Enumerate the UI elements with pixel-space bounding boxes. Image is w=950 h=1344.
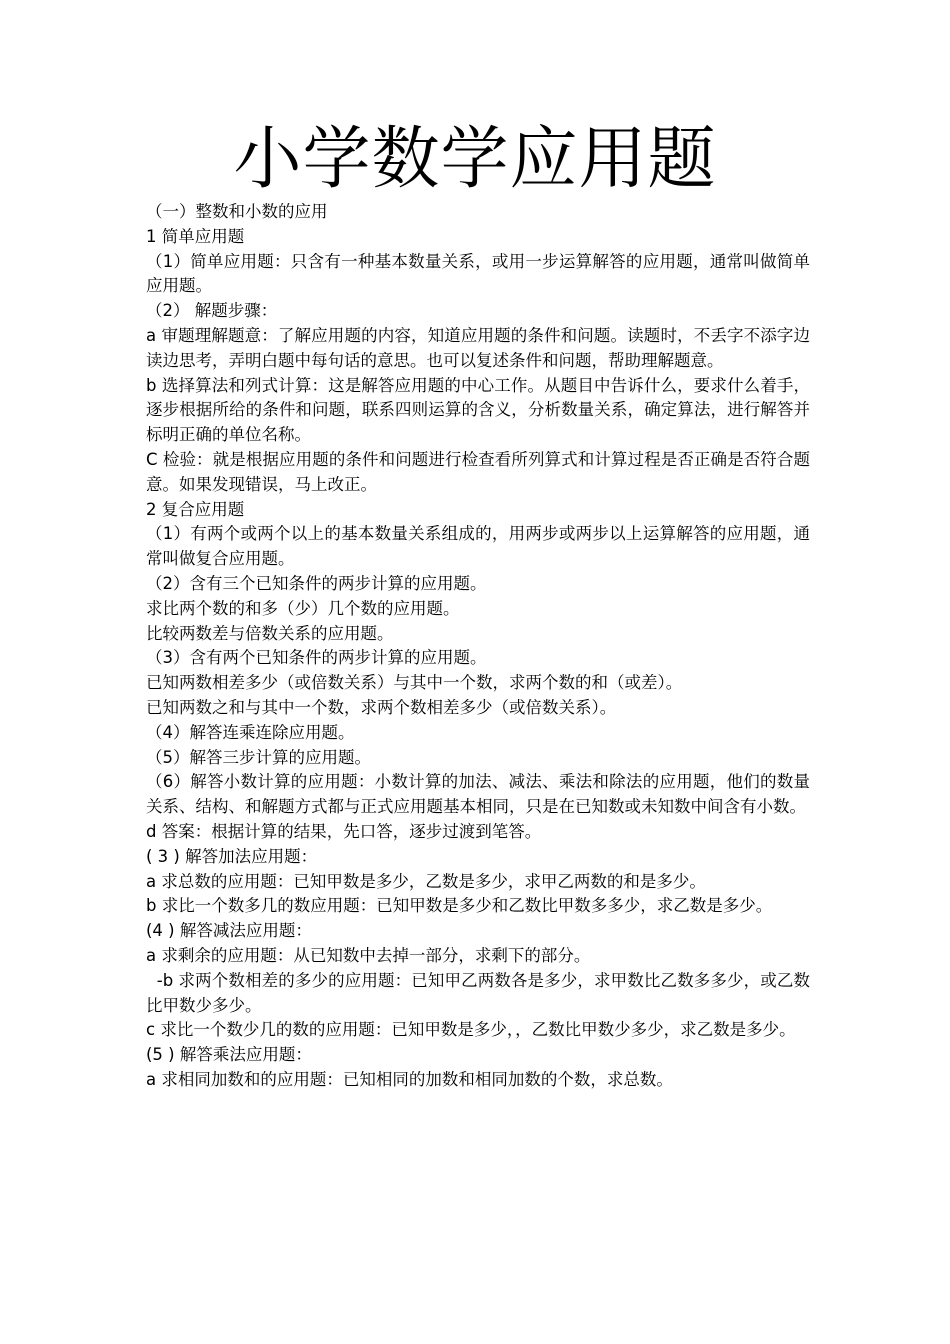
paragraph: 已知两数之和与其中一个数，求两个数相差多少（或倍数关系）。 bbox=[146, 697, 617, 717]
section-heading: （一）整数和小数的应用 bbox=[146, 202, 328, 221]
paragraph: (5 ) 解答乘法应用题： bbox=[146, 1045, 312, 1065]
paragraph: 已知两数相差多少（或倍数关系）与其中一个数，求两个数的和（或差）。 bbox=[146, 673, 683, 693]
paragraph: （3）含有两个已知条件的两步计算的应用题。 bbox=[146, 648, 487, 668]
paragraph: （5）解答三步计算的应用题。 bbox=[146, 747, 371, 767]
paragraph: （1）有两个或两个以上的基本数量关系组成的，用两步或两步以上运算解答的应用题，通常叫做复合应用题。 bbox=[146, 524, 810, 569]
paragraph: （4）解答连乘连除应用题。 bbox=[146, 722, 355, 742]
paragraph: a 求相同加数和的应用题：已知相同的加数和相同加数的个数，求总数。 bbox=[146, 1069, 673, 1089]
paragraph: （2） 解题步骤： bbox=[146, 301, 278, 321]
subsection-heading: 1 简单应用题 bbox=[146, 226, 245, 246]
document-title: 小学数学应用题 bbox=[233, 120, 717, 199]
paragraph: a 求总数的应用题：已知甲数是多少，乙数是多少，求甲乙两数的和是多少。 bbox=[146, 871, 706, 891]
paragraph: (4 ) 解答减法应用题： bbox=[146, 921, 312, 941]
paragraph: （2）含有三个已知条件的两步计算的应用题。 bbox=[146, 573, 487, 593]
paragraph: -b 求两个数相差的多少的应用题：已知甲乙两数各是多少，求甲数比乙数多多少，或乙数比甲数少多少。 bbox=[146, 970, 810, 1015]
paragraph: a 审题理解题意：了解应用题的内容，知道应用题的条件和问题。读题时，不丢字不添字边读边思考，弄明白题中每句话的意思。也可以复述条件和问题，帮助理解题意。 bbox=[146, 325, 810, 370]
paragraph: a 求剩余的应用题：从已知数中去掉一部分，求剩下的部分。 bbox=[146, 945, 591, 965]
paragraph: b 求比一个数多几的数应用题：已知甲数是多少和乙数比甲数多多少，求乙数是多少。 bbox=[146, 896, 773, 916]
paragraph: 比较两数差与倍数关系的应用题。 bbox=[146, 623, 394, 643]
paragraph: （6）解答小数计算的应用题：小数计算的加法、减法、乘法和除法的应用题，他们的数量关系、结构、和解题方式都与正式应用题基本相同，只是在已知数或未知数中间含有小数。 bbox=[146, 772, 810, 817]
paragraph: ( 3 ) 解答加法应用题： bbox=[146, 846, 318, 866]
paragraph: b 选择算法和列式计算：这是解答应用题的中心工作。从题目中告诉什么，要求什么着手，逐步根据所给的条件和问题，联系四则运算的含义，分析数量关系，确定算法，进行解答并标明正确的单位名称。 bbox=[146, 375, 810, 445]
subsection-heading: 2 复合应用题 bbox=[146, 499, 245, 519]
paragraph: C 检验：就是根据应用题的条件和问题进行检查看所列算式和计算过程是否正确是否符合题意。如果发现错误，马上改正。 bbox=[146, 449, 810, 494]
paragraph: c 求比一个数少几的数的应用题：已知甲数是多少，，乙数比甲数少多少，求乙数是多少。 bbox=[146, 1020, 796, 1040]
paragraph: d 答案：根据计算的结果，先口答，逐步过渡到笔答。 bbox=[146, 821, 542, 841]
document-body bbox=[146, 200, 810, 1093]
paragraph: 求比两个数的和多（少）几个数的应用题。 bbox=[146, 598, 460, 618]
paragraph: （1）简单应用题：只含有一种基本数量关系，或用一步运算解答的应用题，通常叫做简单应用题。 bbox=[146, 251, 810, 296]
